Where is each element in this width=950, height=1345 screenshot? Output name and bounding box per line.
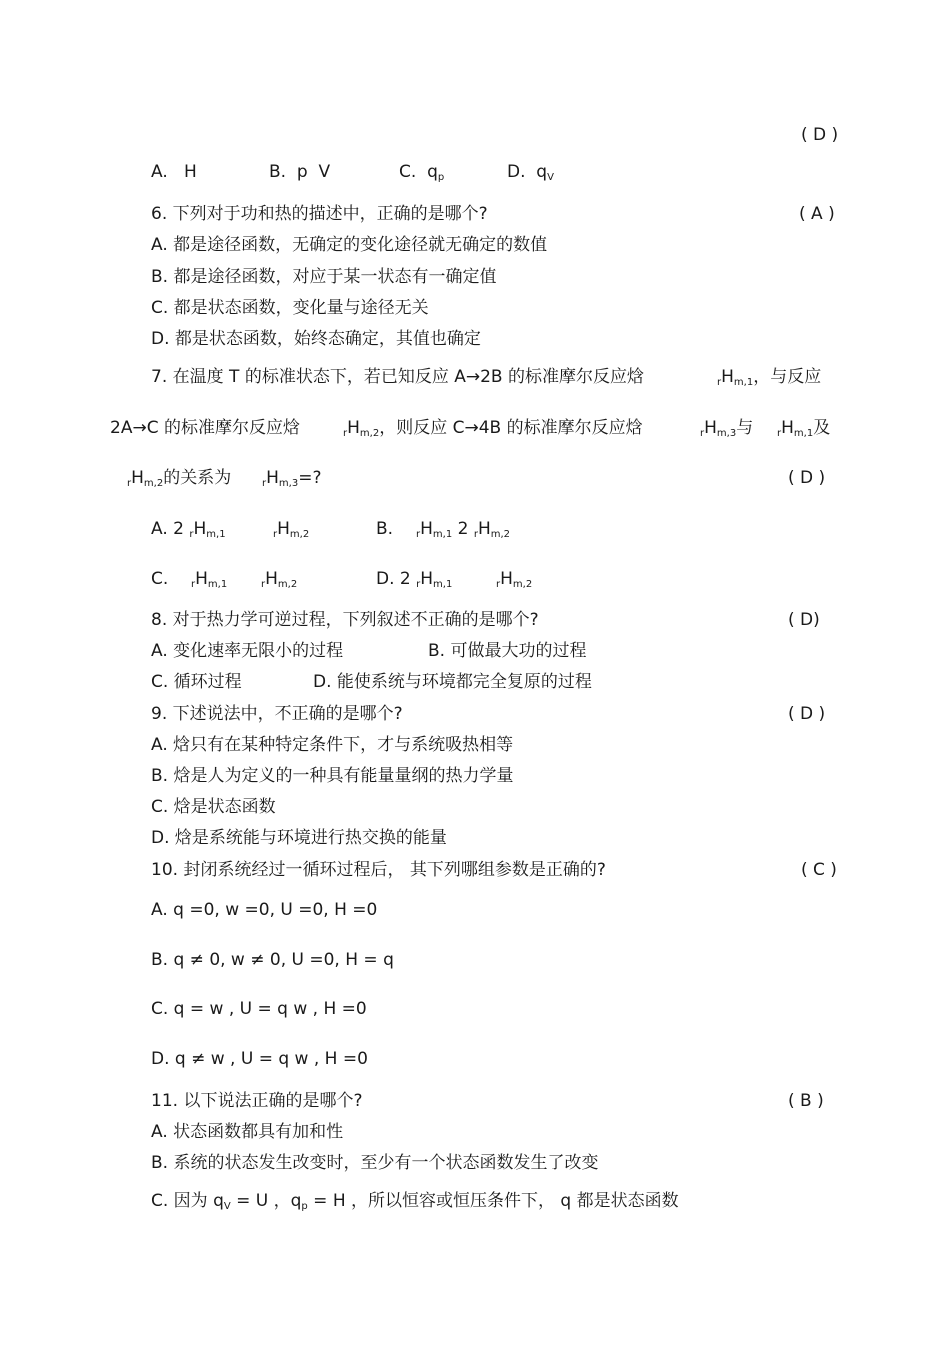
q7-option-c: C. $_rH_{m,1}$ $_rH_{m,2}$ [151,569,298,590]
q6-option-c: C. 都是状态函数，变化量与途径无关 [151,298,429,318]
q5-option-b: B. p V [269,162,331,182]
answer-q5: ( D ) [801,125,839,145]
q11-option-c: C. 因为 $q_V = U$ ，$q_p = H$ ，所以恒容或恒压条件下， q 都是状态函数 [151,1191,679,1212]
q10-stem: 10. 封闭系统经过一循环过程后， 其下列哪组参数是正确的? [151,860,606,880]
q6-option-d: D. 都是状态函数，始终态确定，其值也确定 [151,329,481,349]
q9-option-d: D. 焓是系统能与环境进行热交换的能量 [151,828,447,848]
q7-stem-line1: 7. 在温度 T 的标准状态下，若已知反应 A→2B 的标准摩尔反应焓 $_rH_{m,1}$，与反应 [151,367,822,388]
q6-stem: 6. 下列对于功和热的描述中，正确的是哪个? [151,204,488,224]
q5-option-a: A. H [151,162,197,182]
q9-option-c: C. 焓是状态函数 [151,797,276,817]
answer-q6: ( A ) [799,204,835,224]
q11-option-b: B. 系统的状态发生改变时，至少有一个状态函数发生了改变 [151,1153,599,1173]
q10-option-b: B. q ≠ 0, w ≠ 0, U =0, H = q [151,950,394,970]
answer-q11: ( B ) [788,1091,824,1111]
q7-stem-line2: 2A→C 的标准摩尔反应焓 $_rH_{m,2}$，则反应 C→4B 的标准摩尔反应焓 $_rH_{m,3}$与 $_rH_{m,1}$及 [110,418,831,439]
q10-option-d: D. q ≠ w , U = q w , H =0 [151,1049,368,1069]
q10-option-c: C. q = w , U = q w , H =0 [151,999,367,1019]
q7-option-b: B. $_rH_{m,1}$ 2 $_rH_{m,2}$ [376,519,511,540]
answer-q8: ( D) [788,610,820,630]
q10-option-a: A. q =0, w =0, U =0, H =0 [151,900,378,920]
q6-option-b: B. 都是途径函数，对应于某一状态有一确定值 [151,267,497,287]
q5-option-c: C. $q_p$ [399,162,445,183]
q9-stem: 9. 下述说法中，不正确的是哪个? [151,704,403,724]
q6-option-a: A. 都是途径函数，无确定的变化途径就无确定的数值 [151,235,548,255]
q7-stem-line3: $_rH_{m,2}$的关系为 $_rH_{m,3}=$? [127,468,322,489]
q8-option-a: A. 变化速率无限小的过程 [151,641,344,661]
q11-option-a: A. 状态函数都具有加和性 [151,1122,344,1142]
q7-option-d: D. 2 $_rH_{m,1}$ $_rH_{m,2}$ [376,569,533,590]
q8-stem: 8. 对于热力学可逆过程，下列叙述不正确的是哪个? [151,610,539,630]
answer-q10: ( C ) [801,860,837,880]
q7-option-a: A. 2 $_rH_{m,1}$ $_rH_{m,2}$ [151,519,310,540]
q5-options [151,161,554,183]
answer-q9: ( D ) [788,704,826,724]
q5-option-d: D. $q_V$ [507,162,554,183]
q9-option-a: A. 焓只有在某种特定条件下，才与系统吸热相等 [151,735,514,755]
q8-option-b: B. 可做最大功的过程 [428,641,587,661]
q8-option-d: D. 能使系统与环境都完全复原的过程 [313,672,592,692]
q11-stem: 11. 以下说法正确的是哪个? [151,1091,363,1111]
answer-q7: ( D ) [788,468,826,488]
q8-option-c: C. 循环过程 [151,672,242,692]
q9-option-b: B. 焓是人为定义的一种具有能量量纲的热力学量 [151,766,514,786]
